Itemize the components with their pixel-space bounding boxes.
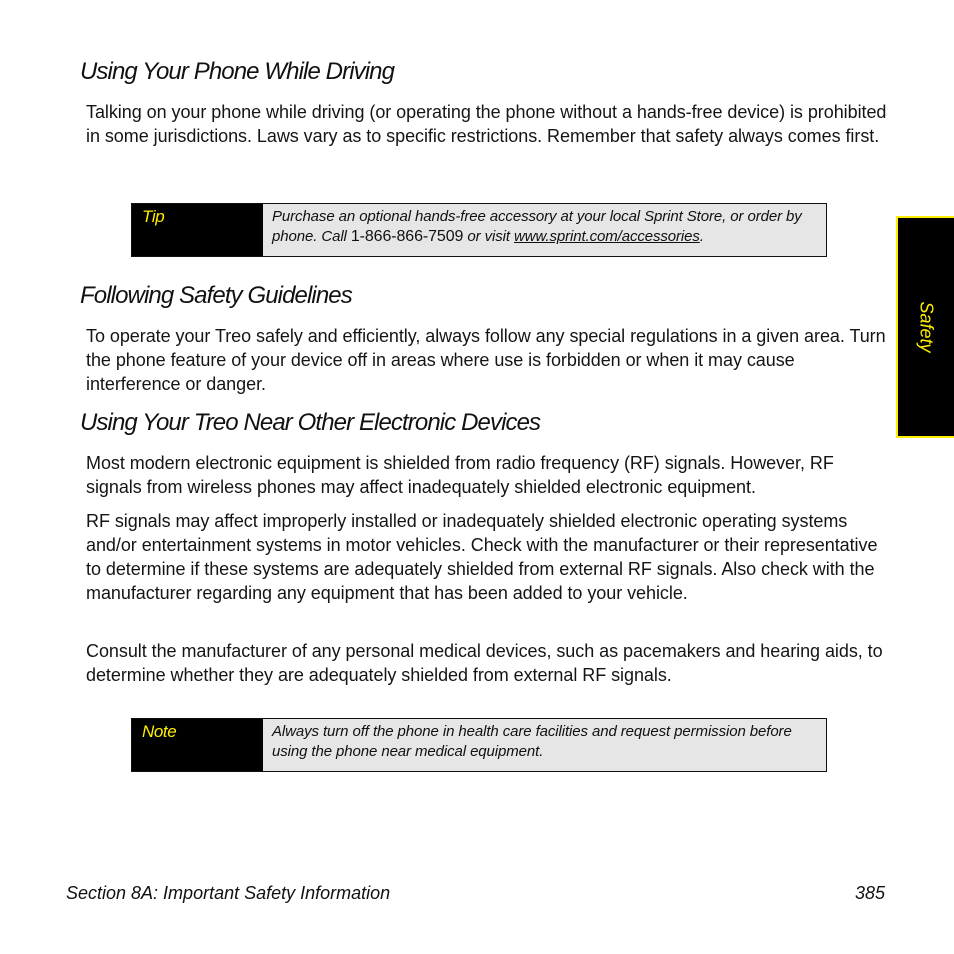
footer-section-title: Section 8A: Important Safety Information — [66, 883, 391, 903]
tip-phone-number: 1-866-866-7509 — [350, 228, 464, 245]
note-callout — [131, 718, 827, 772]
page-number: 385 — [855, 883, 886, 903]
note-text: Always turn off the phone in health care facilities and request permission before using the phone near medical equipment. — [263, 719, 826, 771]
tip-text-after: . — [699, 228, 704, 245]
note-label: Note — [132, 719, 263, 771]
tip-label: Tip — [132, 204, 263, 256]
paragraph: To operate your Treo safely and efficiently, always follow any special regulations in a given area. Turn the phone feature of your device off in areas where use is forbidden or when it may cause interference or danger. — [86, 326, 886, 394]
tip-callout — [131, 203, 827, 257]
paragraph: Consult the manufacturer of any personal medical devices, such as pacemakers and hearing aids, to determine whether they are adequately shielded from external RF signals. — [86, 641, 883, 685]
paragraph: Most modern electronic equipment is shielded from radio frequency (RF) signals. However, RF signals from wireless phones may affect inadequately shielded electronic equipment. — [86, 453, 834, 497]
paragraph: Talking on your phone while driving (or operating the phone without a hands-free device) is prohibited in some jurisdictions. Laws vary as to specific restrictions. Remember that safety always comes first. — [86, 102, 887, 146]
side-tab-label: Safety — [916, 301, 937, 353]
paragraph: RF signals may affect improperly installed or inadequately shielded electronic operating systems and/or entertainment systems in motor vehicles. Check with the manufacturer or their representative to determine if these systems are adequately shielded from external RF signals. Also check with the manufacturer regarding any equipment that has been added to your vehicle. — [86, 511, 878, 603]
section-heading: Using Your Phone While Driving — [80, 58, 395, 85]
section-side-tab[interactable] — [896, 216, 954, 438]
tip-text — [263, 204, 826, 256]
section-heading: Following Safety Guidelines — [80, 282, 352, 309]
tip-url-link[interactable]: www.sprint.com/accessories — [514, 228, 700, 245]
section-heading: Using Your Treo Near Other Electronic Devices — [80, 409, 541, 436]
tip-text-middle: or visit — [463, 228, 515, 245]
tip-text-before: Purchase an optional hands-free accessory at your local Sprint Store, or order by phone. Call — [272, 208, 802, 245]
